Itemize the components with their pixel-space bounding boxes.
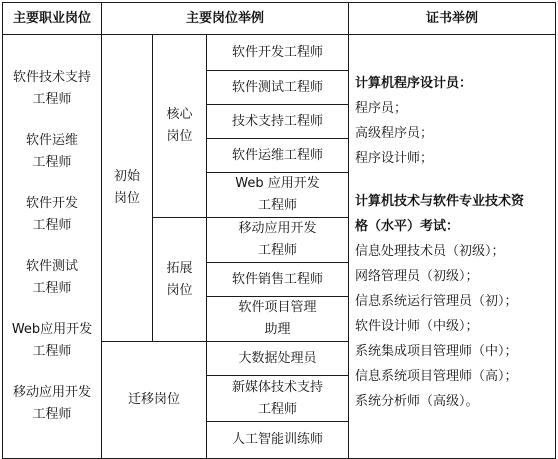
cert-item: 信息系统项目管理师（高）； (355, 369, 518, 384)
cert-group-title: 计算机技术与软件专业技术资 (355, 194, 525, 209)
position-cell: 软件开发工程师 (207, 35, 349, 71)
position-cell: 移动应用开发 工程师 (207, 218, 349, 263)
position-cell: 软件销售工程师 (207, 263, 349, 297)
cert-item: 软件设计师（中级）； (355, 319, 479, 334)
position-cell: Web 应用开发 工程师 (207, 173, 349, 218)
cert-group-title-cont: 格（水平）考试： (355, 219, 460, 234)
main-job-item: 软件测试 工程师 (25, 259, 78, 296)
migration-position-label: 迁移岗位 (102, 342, 207, 459)
cert-group-title: 计算机程序设计员： (355, 76, 473, 91)
header-row (3, 3, 556, 35)
position-cell: 大数据处理员 (207, 342, 349, 376)
position-cell: 新媒体技术支持 工程师 (207, 376, 349, 422)
cert-item: 信息系统运行管理员（初）； (355, 294, 518, 309)
career-table (2, 2, 556, 459)
position-cell: 软件测试工程师 (207, 71, 349, 105)
header-main-job: 主要职业岗位 (3, 3, 102, 35)
main-job-item: 移动应用开发 工程师 (12, 385, 91, 422)
certificate-list (349, 35, 556, 459)
cert-item: 系统集成项目管理师（中）； (355, 344, 518, 359)
header-certificate-examples: 证书举例 (349, 3, 556, 35)
core-position-label: 核心 岗位 (153, 35, 207, 218)
initial-position-label: 初始 岗位 (102, 35, 153, 342)
cert-item: 程序设计师； (355, 151, 434, 166)
table-row (3, 35, 556, 71)
position-cell: 软件运维工程师 (207, 139, 349, 173)
main-job-item: 软件技术支持 工程师 (12, 70, 91, 107)
expansion-position-label: 拓展 岗位 (153, 218, 207, 342)
cert-item: 信息处理技术员（初级）； (355, 244, 505, 259)
position-cell: 人工智能训练师 (207, 422, 349, 459)
main-job-item: Web应用开发 工程师 (11, 322, 93, 359)
position-cell: 软件项目管理 助理 (207, 297, 349, 342)
header-main-position-examples: 主要岗位举例 (102, 3, 349, 35)
position-cell: 技术支持工程师 (207, 105, 349, 139)
cert-item: 系统分析师（高级）。 (355, 394, 479, 409)
cert-item: 程序员； (355, 101, 408, 116)
main-job-item: 软件运维 工程师 (25, 133, 78, 170)
cert-item: 网络管理员（初级）； (355, 269, 479, 284)
main-job-item: 软件开发 工程师 (25, 196, 78, 233)
main-job-list (3, 35, 102, 459)
cert-item: 高级程序员； (355, 126, 434, 141)
